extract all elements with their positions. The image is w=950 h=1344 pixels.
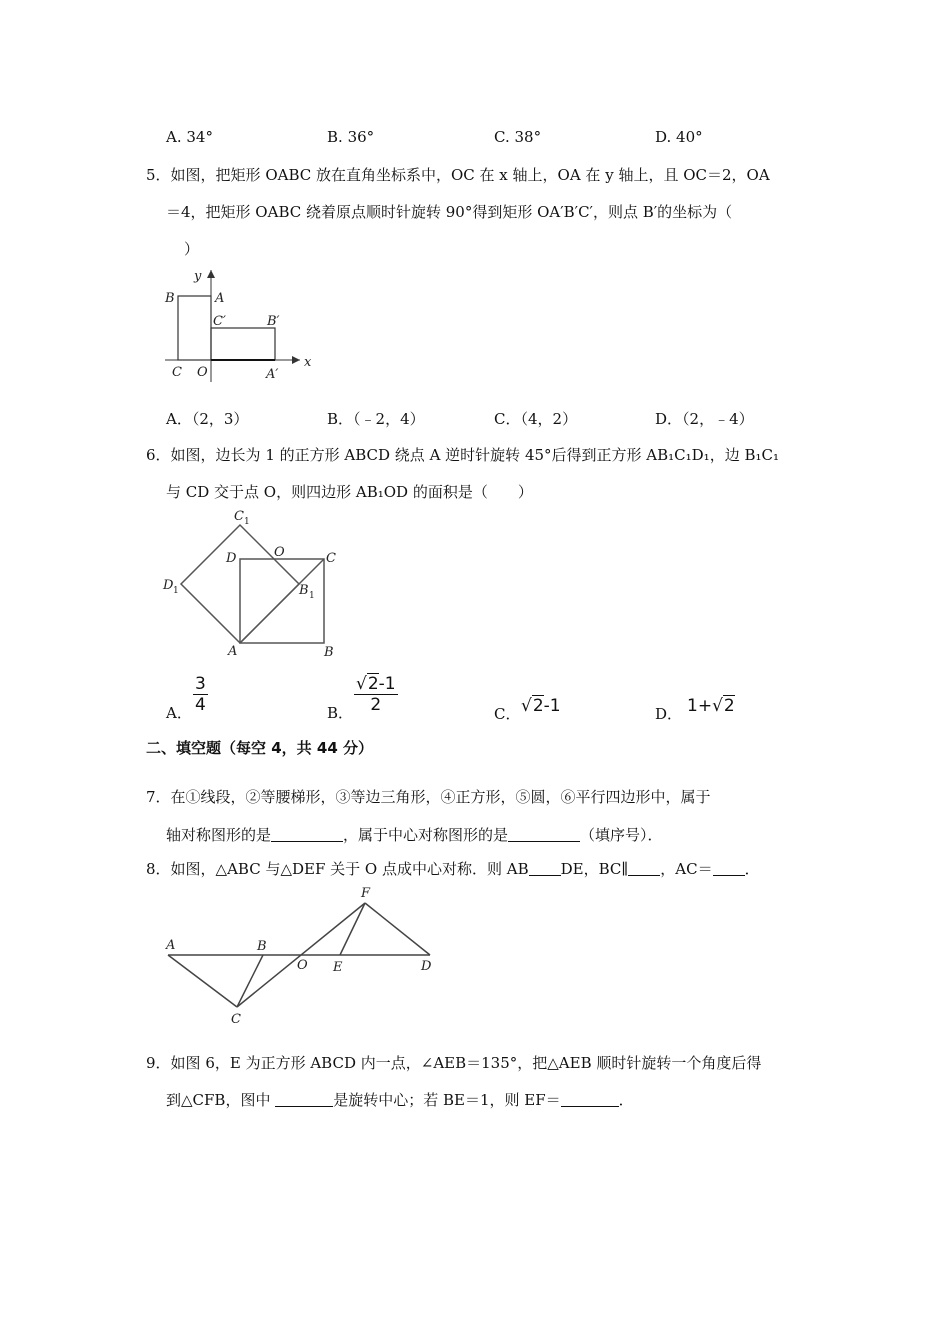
q6-label-d: D xyxy=(226,551,237,566)
q5-figure xyxy=(160,262,320,384)
q5-label-y: y xyxy=(194,269,202,284)
q8-figure xyxy=(160,884,440,1029)
q6-label-a: A xyxy=(228,644,238,659)
q5-line1: 5．如图，把矩形 OABC 放在直角坐标系中，OC 在 x 轴上，OA 在 y 轴上，且 OC＝2，OA xyxy=(146,166,770,184)
q5-label-a: A xyxy=(215,291,225,306)
q6-option-a-letter: A． xyxy=(166,704,192,722)
q8-label-a: A xyxy=(166,938,176,953)
q9-line1: 9．如图 6，E 为正方形 ABCD 内一点，∠AEB＝135°，把△AEB 顺时针旋转一个角度后得 xyxy=(146,1054,762,1072)
svg-text:1: 1 xyxy=(309,591,315,601)
q6-label-o: O xyxy=(274,545,285,560)
q6-option-b-math: $\frac{√2-1}{2}$ xyxy=(356,674,396,715)
q8-label-e: E xyxy=(333,960,343,975)
q6-label-c1: C xyxy=(234,509,244,524)
q6-label-b1: B xyxy=(299,583,309,598)
q5-option-c: C．（4，2） xyxy=(494,410,578,428)
q5-label-b: B xyxy=(165,291,175,306)
q5-option-b: B．（﹣2，4） xyxy=(327,410,425,428)
q8-line1: 8．如图，△ABC 与△DEF 关于 O 点成中心对称．则 AB DE，BC∥ ，AC＝ ． xyxy=(146,860,760,878)
q6-option-c-math: √2-1 xyxy=(521,696,561,716)
q6-label-c: C xyxy=(326,551,336,566)
q6-option-c-letter: C． xyxy=(494,705,521,723)
q8-label-b: B xyxy=(257,939,267,954)
q6-figure xyxy=(160,505,360,660)
svg-text:1: 1 xyxy=(173,586,179,596)
q6-label-d1: D xyxy=(163,578,174,593)
q7-blank-2[interactable] xyxy=(508,827,580,842)
q8-blank-1[interactable] xyxy=(529,861,561,876)
q8-label-o: O xyxy=(297,958,308,973)
q9-blank-2[interactable] xyxy=(561,1092,619,1107)
q7-line2: 轴对称图形的是 ，属于中心对称图形的是 （填序号）． xyxy=(166,826,663,844)
q8-label-f: F xyxy=(361,886,371,901)
q7-line1: 7．在①线段，②等腰梯形，③等边三角形，④正方形，⑤圆，⑥平行四边形中，属于 xyxy=(146,788,711,806)
q4-option-d: D. 40° xyxy=(655,128,703,146)
section-title: 二、填空题（每空 4，共 44 分） xyxy=(146,739,373,757)
q6-option-b-letter: B． xyxy=(327,704,354,722)
q6-label-b: B xyxy=(324,645,334,660)
svg-text:1: 1 xyxy=(244,517,250,527)
q6-option-a-math: $\frac{3}{4}$ xyxy=(195,674,206,715)
q8-label-d: D xyxy=(421,959,432,974)
q6-line1: 6．如图，边长为 1 的正方形 ABCD 绕点 A 逆时针旋转 45°后得到正方形 AB₁C₁D₁，边 B₁C₁ xyxy=(146,446,779,464)
q8-blank-3[interactable] xyxy=(713,861,745,876)
q5-label-c: C xyxy=(172,365,182,380)
q5-label-c-prime: C′ xyxy=(213,314,226,329)
q7-blank-1[interactable] xyxy=(271,827,343,842)
q9-blank-1[interactable] xyxy=(275,1092,333,1107)
q5-option-a: A．（2，3） xyxy=(166,410,249,428)
q6-option-d-letter: D． xyxy=(655,705,683,723)
q4-option-b: B. 36° xyxy=(327,128,375,146)
q6-line2: 与 CD 交于点 O，则四边形 AB₁OD 的面积是（ ） xyxy=(166,483,533,501)
q5-line2: ＝4，把矩形 OABC 绕着原点顺时针旋转 90°得到矩形 OA′B′C′，则点 B′的坐标为（ xyxy=(166,203,733,221)
q6-option-d-math: 1+√2 xyxy=(687,696,735,716)
q8-blank-2[interactable] xyxy=(628,861,660,876)
q8-label-c: C xyxy=(231,1012,241,1027)
q5-line3: ） xyxy=(184,240,200,258)
q9-line2: 到△CFB，图中 是旋转中心；若 BE＝1，则 EF＝ ． xyxy=(166,1091,634,1109)
q5-option-d: D．（2，﹣4） xyxy=(655,410,754,428)
q4-option-a: A. 34° xyxy=(166,128,213,146)
q5-label-b-prime: B′ xyxy=(267,314,280,329)
q5-label-o: O xyxy=(197,365,208,380)
q5-label-a-prime: A′ xyxy=(266,367,279,382)
q5-label-x: x xyxy=(304,355,312,370)
q4-option-c: C. 38° xyxy=(494,128,542,146)
